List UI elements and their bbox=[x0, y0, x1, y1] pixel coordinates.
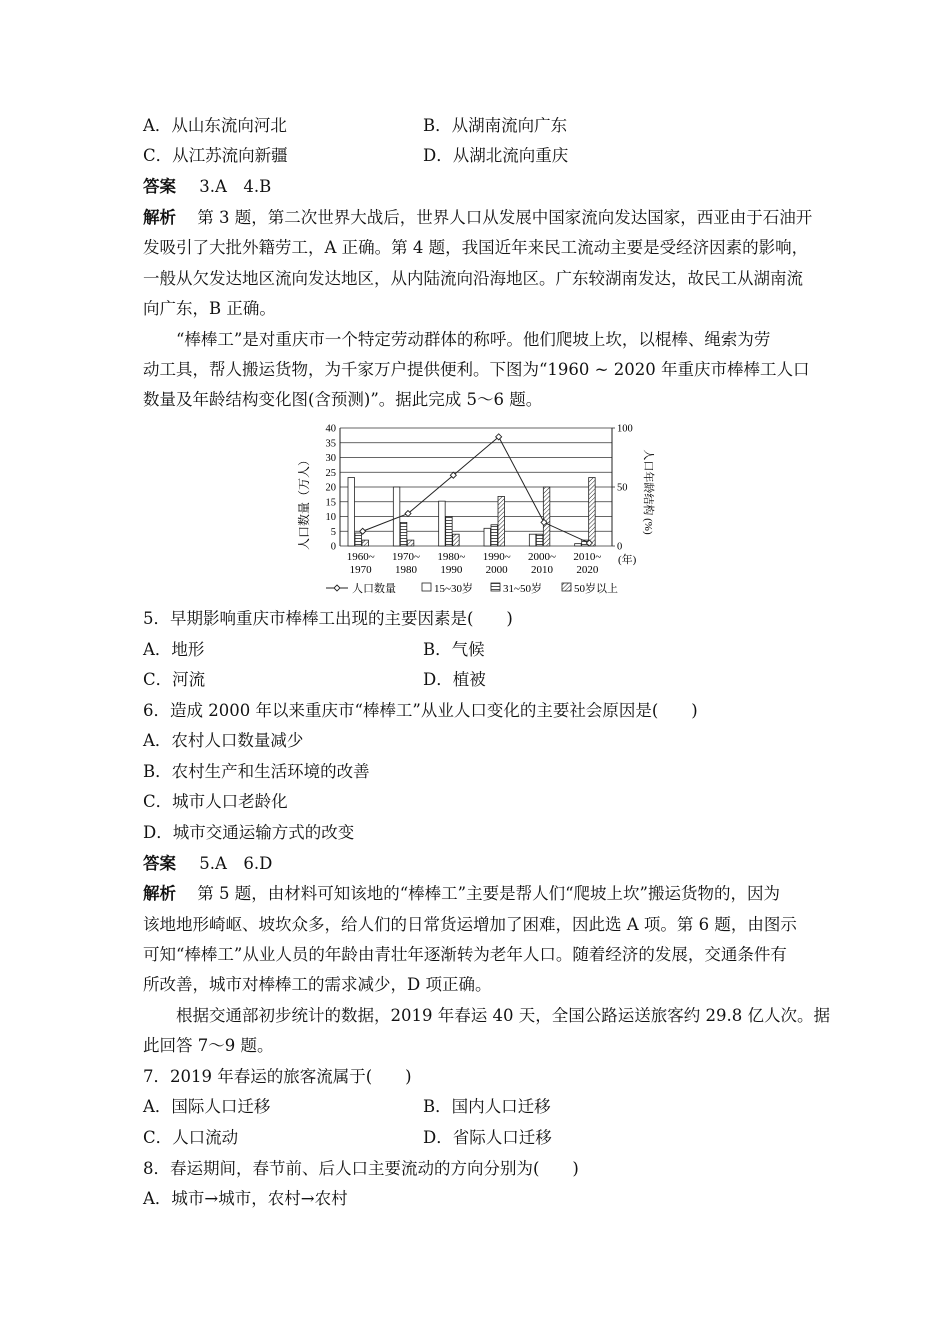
bar-1-0 bbox=[355, 533, 362, 546]
intro-5-6-line-3: 数量及年龄结构变化图(含预测)”。据此完成 5～6 题。 bbox=[143, 390, 543, 409]
q6-option-a: A．农村人口数量减少 bbox=[143, 731, 304, 750]
analysis-5-6-line-1 bbox=[143, 882, 780, 906]
q6-stem: 6．造成 2000 年以来重庆市“棒棒工”从业人口变化的主要社会原因是( ) bbox=[143, 701, 698, 720]
q5-stem: 5．早期影响重庆市棒棒工出现的主要因素是( ) bbox=[143, 609, 513, 628]
bar-0-1 bbox=[393, 487, 400, 546]
y-tick-left: 25 bbox=[325, 467, 336, 479]
analysis-label: 解析 bbox=[143, 208, 176, 227]
legend-label: 31~50岁 bbox=[503, 583, 542, 595]
analysis-label: 解析 bbox=[143, 884, 176, 903]
bar-1-3 bbox=[491, 525, 498, 546]
intro-7-9-line-2: 此回答 7～9 题。 bbox=[143, 1036, 274, 1055]
legend-swatch-2 bbox=[562, 583, 571, 591]
q7-option-d: D．省际人口迁移 bbox=[423, 1128, 552, 1147]
y-tick-left: 20 bbox=[325, 482, 336, 494]
x-tick-bottom: 1990 bbox=[440, 564, 463, 576]
q6-option-c: C．城市人口老龄化 bbox=[143, 792, 288, 811]
intro-5-6-line-2: 动工具，帮人搬运货物，为千家万户提供便利。下图为“1960 ~ 2020 年重庆市棒棒工人口 bbox=[143, 360, 810, 379]
analysis-text: 第 3 题，第二次世界大战后，世界人口从发展中国家流向发达国家，西亚由于石油开 bbox=[197, 208, 813, 227]
bar-2-3 bbox=[498, 496, 505, 546]
bar-1-1 bbox=[400, 522, 407, 546]
chart-x-ticks bbox=[347, 551, 602, 576]
x-tick-bottom: 1970 bbox=[349, 564, 372, 576]
answer-5-6 bbox=[143, 852, 272, 876]
x-tick-top: 1970~ bbox=[392, 551, 420, 563]
analysis-5-6-line-2: 该地地形崎岖、坡坎众多，给人们的日常货运增加了困难，因此选 A 项。第 6 题，由图示 bbox=[143, 915, 797, 934]
analysis-5-6-line-4: 所改善，城市对棒棒工的需求减少，D 项正确。 bbox=[143, 975, 492, 994]
intro-7-9-line-1: 根据交通部初步统计的数据，2019 年春运 40 天，全国公路运送旅客约 29.8 亿人次。据 bbox=[176, 1006, 830, 1025]
q6-option-d: D．城市交通运输方式的改变 bbox=[143, 823, 355, 842]
q8-option-a: A．城市→城市，农村→农村 bbox=[143, 1189, 348, 1208]
q4-option-b: B．从湖南流向广东 bbox=[423, 116, 568, 135]
y-tick-left: 15 bbox=[325, 497, 336, 509]
answer-label: 答案 bbox=[143, 177, 176, 196]
x-tick-top: 1980~ bbox=[437, 551, 466, 563]
bar-1-2 bbox=[446, 517, 453, 547]
legend-label: 15~30岁 bbox=[434, 583, 473, 595]
population-chart bbox=[290, 420, 660, 602]
bar-1-4 bbox=[536, 534, 543, 546]
bar-0-0 bbox=[348, 478, 355, 546]
x-tick-top: 1960~ bbox=[346, 551, 375, 563]
q5-option-a: A．地形 bbox=[143, 640, 205, 659]
bar-2-1 bbox=[407, 540, 414, 546]
x-axis-unit: (年) bbox=[618, 554, 637, 566]
bar-2-0 bbox=[362, 540, 369, 546]
bar-0-5 bbox=[575, 544, 582, 546]
y-tick-left: 5 bbox=[330, 526, 336, 538]
y-tick-left: 30 bbox=[325, 453, 336, 464]
bar-0-4 bbox=[529, 534, 536, 546]
y-tick-right: 0 bbox=[617, 541, 623, 553]
bar-0-2 bbox=[439, 501, 446, 546]
answer-label: 答案 bbox=[143, 854, 176, 873]
q7-stem: 7．2019 年春运的旅客流属于( ) bbox=[143, 1067, 412, 1086]
q5-option-c: C．河流 bbox=[143, 670, 206, 689]
legend-label: 人口数量 bbox=[352, 583, 396, 595]
q4-option-c: C．从江苏流向新疆 bbox=[143, 146, 288, 165]
legend-swatch-1 bbox=[491, 583, 500, 591]
y-axis-left-label: 人口数量（万人） bbox=[297, 453, 311, 551]
x-tick-bottom: 1980 bbox=[395, 564, 417, 576]
x-tick-top: 2010~ bbox=[573, 551, 602, 563]
q4-option-d: D．从湖北流向重庆 bbox=[423, 146, 569, 165]
answer-3-4 bbox=[143, 175, 271, 199]
legend-diamond bbox=[334, 585, 340, 591]
y-tick-right: 50 bbox=[617, 482, 628, 494]
q8-stem: 8．春运期间，春节前、后人口主要流动的方向分别为( ) bbox=[143, 1159, 579, 1178]
legend-swatch-0 bbox=[422, 583, 431, 591]
analysis-text: 第 5 题，由材料可知该地的“棒棒工”主要是帮人们“爬坡上坎”搬运货物的，因为 bbox=[197, 884, 780, 903]
y-axis-right-label: 人口年龄结构 (%) bbox=[642, 449, 654, 535]
answer-text: 3.A 4.B bbox=[199, 177, 272, 196]
chart-grid bbox=[340, 428, 612, 546]
y-tick-left: 35 bbox=[325, 438, 336, 450]
y-tick-left: 10 bbox=[325, 512, 336, 523]
q5-option-d: D．植被 bbox=[423, 670, 486, 689]
analysis-3-4-line-2: 发吸引了大批外籍劳工，A 正确。第 4 题，我国近年来民工流动主要是受经济因素的影响， bbox=[143, 238, 809, 257]
chart-legend bbox=[326, 581, 618, 595]
analysis-3-4-line-4: 向广东，B 正确。 bbox=[143, 299, 276, 318]
q7-option-c: C．人口流动 bbox=[143, 1128, 239, 1147]
q6-option-b: B．农村生产和生活环境的改善 bbox=[143, 762, 370, 781]
analysis-5-6-line-3: 可知“棒棒工”从业人员的年龄由青壮年逐渐转为老年人口。随着经济的发展，交通条件有 bbox=[143, 945, 787, 964]
analysis-3-4-line-3: 一般从欠发达地区流向发达地区，从内陆流向沿海地区。广东较湖南发达，故民工从湖南流 bbox=[143, 269, 803, 288]
y-tick-right: 100 bbox=[617, 423, 633, 435]
y-tick-left: 0 bbox=[330, 541, 336, 553]
bar-2-5 bbox=[589, 478, 596, 546]
legend-label: 50岁以上 bbox=[574, 583, 618, 595]
x-tick-bottom: 2020 bbox=[576, 564, 599, 576]
x-tick-bottom: 2010 bbox=[531, 564, 553, 576]
q5-option-b: B．气候 bbox=[423, 640, 485, 659]
answer-text: 5.A 6.D bbox=[199, 854, 273, 873]
chart-bars bbox=[348, 478, 595, 546]
q4-option-a: A．从山东流向河北 bbox=[143, 116, 287, 135]
x-tick-top: 1990~ bbox=[482, 551, 511, 563]
q7-option-b: B．国内人口迁移 bbox=[423, 1097, 551, 1116]
analysis-3-4-line-1 bbox=[143, 206, 812, 230]
bar-2-2 bbox=[453, 534, 460, 546]
bar-2-4 bbox=[543, 487, 550, 546]
q7-option-a: A．国际人口迁移 bbox=[143, 1097, 271, 1116]
y-tick-left: 40 bbox=[325, 423, 336, 435]
intro-5-6-line-1: “棒棒工”是对重庆市一个特定劳动群体的称呼。他们爬坡上坎，以棍棒、绳索为劳 bbox=[176, 330, 771, 349]
x-tick-bottom: 2000 bbox=[485, 564, 508, 576]
bar-0-3 bbox=[484, 528, 491, 546]
x-tick-top: 2000~ bbox=[528, 551, 556, 563]
